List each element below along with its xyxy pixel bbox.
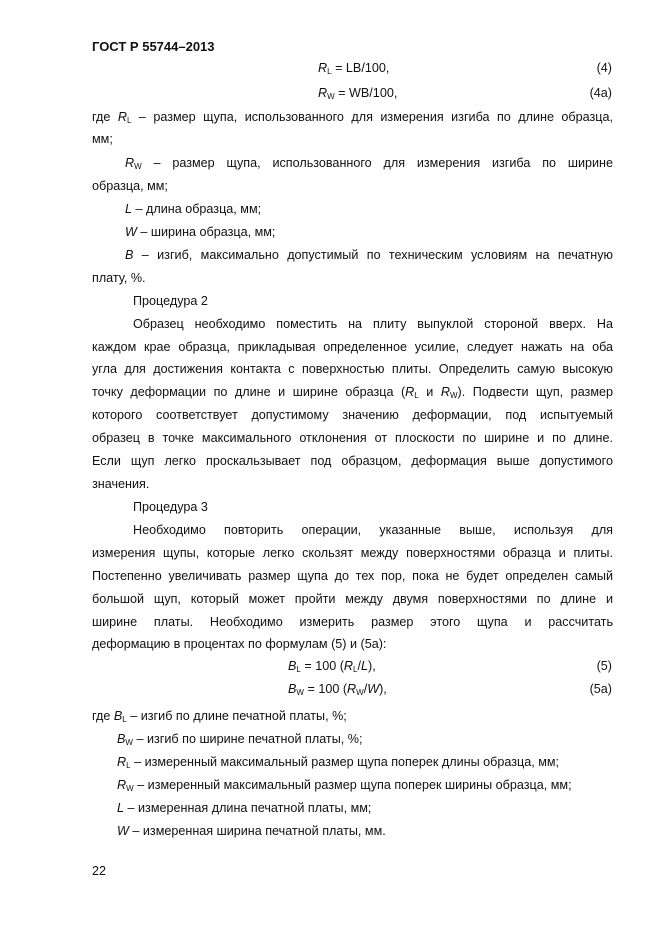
- equation-4: [0, 61, 661, 81]
- equation-5a-number: (5а): [589, 682, 612, 696]
- procedure-3-title: Процедура 3: [133, 500, 208, 514]
- definition2-rl: $R_L$ – измеренный максимальный размер щупа поперек длины образца, мм;: [117, 755, 560, 770]
- procedure-3-line1: Необходимо повторить операции, указанные выше, используя для: [133, 523, 613, 537]
- definition-rw-line2: образца, мм;: [92, 179, 168, 193]
- procedure-2-line2: каждом крае образца, прикладывая определенное усилие, следует нажать на оба: [92, 340, 613, 354]
- definition-rw-line1: $R_W$ – размер щупа, использованного для измерения изгиба по ширине: [125, 156, 613, 171]
- procedure-2-line6: образец в точке максимального отклонения от плоскости по ширине и по длине.: [92, 431, 613, 445]
- procedure-2-line1: Образец необходимо поместить на плиту выпуклой стороной вверх. На: [133, 317, 613, 331]
- definition-w: W – ширина образца, мм;: [125, 225, 276, 239]
- equation-4a-formula: $R_W = WB/100$,: [318, 86, 398, 101]
- procedure-3-line3: Постепенно увеличивать размер щупа до тех пор, пока не будет определен самый: [92, 569, 613, 583]
- definition2-w: W – измеренная ширина печатной платы, мм.: [117, 824, 386, 838]
- procedure-2-line8: значения.: [92, 477, 150, 491]
- definition-b-line2: плату, %.: [92, 271, 146, 285]
- procedure-3-line6: деформацию в процентах по формулам (5) и (5а):: [92, 637, 387, 651]
- procedure-3-line5: ширине платы. Необходимо измерить размер этого щупа и рассчитать: [92, 615, 613, 629]
- equation-5a: [0, 682, 661, 702]
- equation-4a: [0, 86, 661, 106]
- definition-rl-line2: мм;: [92, 132, 113, 146]
- procedure-2-line4: точку деформации по длине и ширине образца ($R_L$ и $R_W$). Подвести щуп, размер: [92, 385, 613, 400]
- procedure-2-line5: которого соответствует допустимому значению деформации, под испытуемый: [92, 408, 613, 422]
- procedure-2-line3: угла для достижения контакта с поверхностью плиты. Определить самую высокую: [92, 362, 613, 376]
- equation-5-formula: $B_L = 100$ $(R_L/L)$,: [288, 659, 376, 674]
- definition2-rw: $R_W$ – измеренный максимальный размер щупа поперек ширины образца, мм;: [117, 778, 572, 793]
- definition2-bw: $B_W$ – изгиб по ширине печатной платы, %;: [117, 732, 363, 747]
- procedure-3-line4: большой щуп, который может пройти между двумя поверхностями по длине и: [92, 592, 613, 606]
- definition-b-line1: B – изгиб, максимально допустимый по техническим условиям на печатную: [125, 248, 614, 262]
- equation-4a-number: (4а): [589, 86, 612, 100]
- definition-rl-line1: где $R_L$ – размер щупа, использованного для измерения изгиба по длине образца,: [92, 110, 613, 125]
- definition2-bl: где $B_L$ – изгиб по длине печатной платы, %;: [92, 709, 347, 724]
- page-number: 22: [92, 864, 107, 878]
- procedure-2-title: Процедура 2: [133, 294, 208, 308]
- equation-4-formula: $R_L = LB/100$,: [318, 61, 390, 76]
- standard-header: ГОСТ Р 55744–2013: [92, 39, 215, 54]
- equation-5: [0, 659, 661, 679]
- equation-5-number: (5): [596, 659, 612, 673]
- definition2-l: L – измеренная длина печатной платы, мм;: [117, 801, 372, 815]
- procedure-3-line2: измерения щупы, которые легко скользят между поверхностями образца и плиты.: [92, 546, 613, 560]
- procedure-2-line7: Если щуп легко проскальзывает под образцом, деформация выше допустимого: [92, 454, 613, 468]
- equation-5a-formula: $B_W = 100$ $(R_W/W)$,: [288, 682, 387, 697]
- definition-l: L – длина образца, мм;: [125, 202, 262, 216]
- equation-4-number: (4): [596, 61, 612, 75]
